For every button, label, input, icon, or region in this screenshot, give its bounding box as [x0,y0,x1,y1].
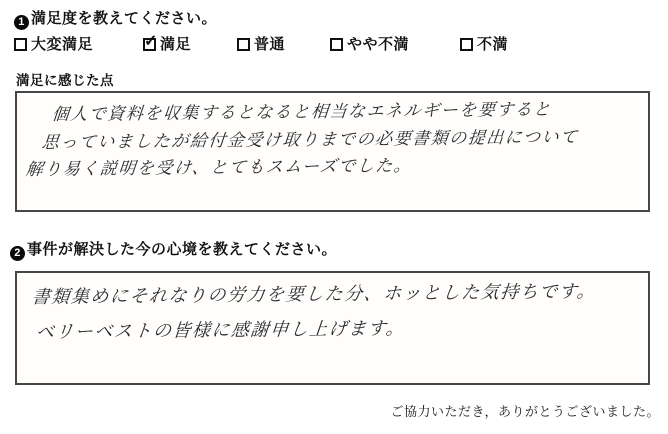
handwritten-line: 書類集めにそれなりの労力を要した分、ホッとした気持ちです。 [30,281,598,307]
option-somewhat-dissatisfied-label: やや不満 [347,36,410,53]
handwritten-line: ベリーベストの皆様に感謝申し上げます。 [34,318,407,342]
option-satisfied[interactable] [143,33,191,54]
option-very-satisfied[interactable] [14,33,93,54]
satisfaction-points-label: 満足に感じた点 [16,73,114,88]
option-dissatisfied-label: 不満 [477,36,509,53]
handwritten-line: 個人で資料を収集するとなると相当なエネルギーを要すると [50,99,553,124]
option-satisfied-label: 満足 [160,36,192,53]
handwritten-line: 解り易く説明を受け、とてもスムーズでした。 [24,155,414,179]
question-1-title [14,7,217,30]
checkbox-very-satisfied[interactable] [14,38,27,51]
handwritten-line: 思っていましたが給付金受け取りまでの必要書類の提出について [40,127,580,152]
thank-you-note: ご協力いただき，ありがとうございました。 [390,404,660,419]
question-1-title-text: 満足度を教えてください。 [31,10,218,27]
option-normal[interactable] [237,33,285,54]
checkbox-dissatisfied[interactable] [460,38,473,51]
question-2-title-text: 事件が解決した今の心境を教えてください。 [27,241,338,258]
question-2-title [10,238,337,261]
option-normal-label: 普通 [254,36,286,53]
question-2-number-badge: 2 [10,246,25,261]
checkbox-somewhat-dissatisfied[interactable] [330,38,343,51]
satisfaction-options-row [0,33,668,55]
option-very-satisfied-label: 大変満足 [31,36,94,53]
check-icon: ✓ [144,33,158,50]
option-somewhat-dissatisfied[interactable] [330,33,409,54]
checkbox-satisfied[interactable] [143,33,158,51]
option-dissatisfied[interactable] [460,33,508,54]
checkbox-normal[interactable] [237,38,250,51]
question-1-number-badge: 1 [14,15,29,30]
